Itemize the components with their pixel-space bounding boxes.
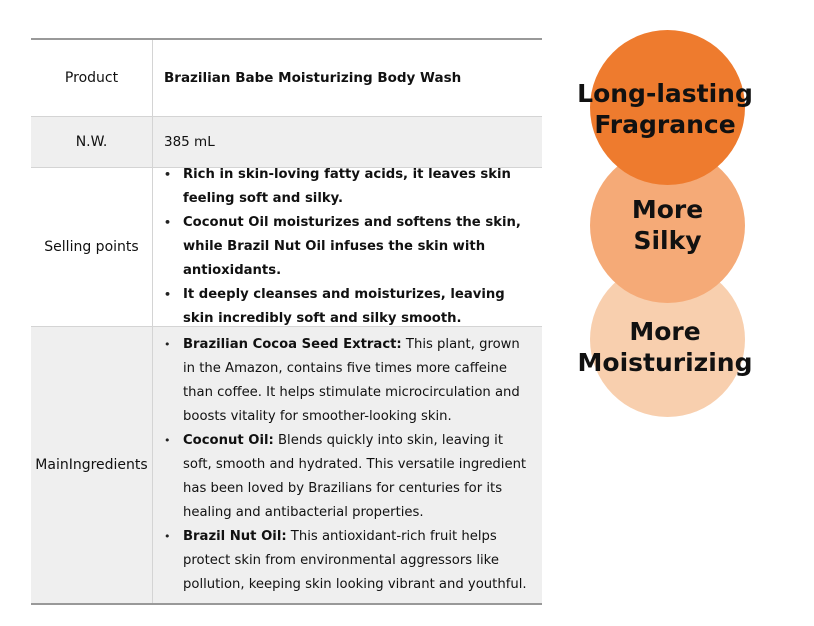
ingredients-label-line1: Main: [35, 457, 69, 473]
product-label: Product: [31, 40, 153, 116]
selling-points-cell: [153, 168, 542, 326]
ingredients-label: [31, 327, 153, 603]
ingredient-desc: This antioxidant-rich fruit helps protect skin from environmental aggressors like pollution, keeping skin looking vibrant and youthful.: [183, 529, 527, 592]
badge-line: More: [631, 195, 704, 224]
badge-text-silky: [590, 194, 745, 256]
net-weight-value: 385 mL: [164, 134, 215, 150]
badge-line: Silky: [633, 226, 702, 255]
selling-point: • Rich in skin-loving fatty acids, it leaves skin feeling soft and silky.: [164, 163, 534, 211]
ingredients-cell: [153, 327, 542, 603]
badge-line: Moisturizing: [577, 348, 753, 377]
ingredient-name: Brazil Nut Oil:: [183, 529, 287, 544]
ingredient-desc: Blends quickly into skin, leaving it soft, smooth and hydrated. This versatile ingredient has been loved by Brazilians for centuries for its healing and antibacterial properties.: [183, 433, 527, 520]
badge-text-moisturizing: [560, 316, 770, 378]
badge-line: Fragrance: [594, 110, 736, 139]
net-weight-label: N.W.: [31, 117, 153, 167]
badge-line: Long-lasting: [577, 79, 753, 108]
ingredient-item: [164, 525, 534, 597]
product-row: [31, 40, 542, 116]
product-info-table: [31, 38, 542, 605]
selling-points-list: [164, 163, 534, 331]
selling-points-row: [31, 167, 542, 326]
selling-point: • It deeply cleanses and moisturizes, leaving skin incredibly soft and silky smooth.: [164, 283, 534, 331]
ingredients-label-line2: Ingredients: [68, 457, 148, 473]
ingredients-row: [31, 326, 542, 603]
ingredient-item: [164, 429, 534, 525]
net-weight-row: [31, 116, 542, 167]
badge-line: More: [629, 317, 701, 346]
ingredient-name: Brazilian Cocoa Seed Extract:: [183, 337, 402, 352]
ingredients-list: [164, 333, 534, 597]
selling-points-label: Selling points: [31, 168, 153, 326]
ingredient-name: Coconut Oil:: [183, 433, 274, 448]
badge-text-fragrance: [560, 78, 770, 140]
ingredient-desc: This plant, grown in the Amazon, contains five times more caffeine than coffee. It helps stimulate microcirculation and boosts vitality for smoother-looking skin.: [183, 337, 520, 424]
ingredient-item: [164, 333, 534, 429]
product-name: Brazilian Babe Moisturizing Body Wash: [164, 70, 462, 86]
selling-point: • Coconut Oil moisturizes and softens the skin, while Brazil Nut Oil infuses the skin with antioxidants.: [164, 211, 534, 283]
